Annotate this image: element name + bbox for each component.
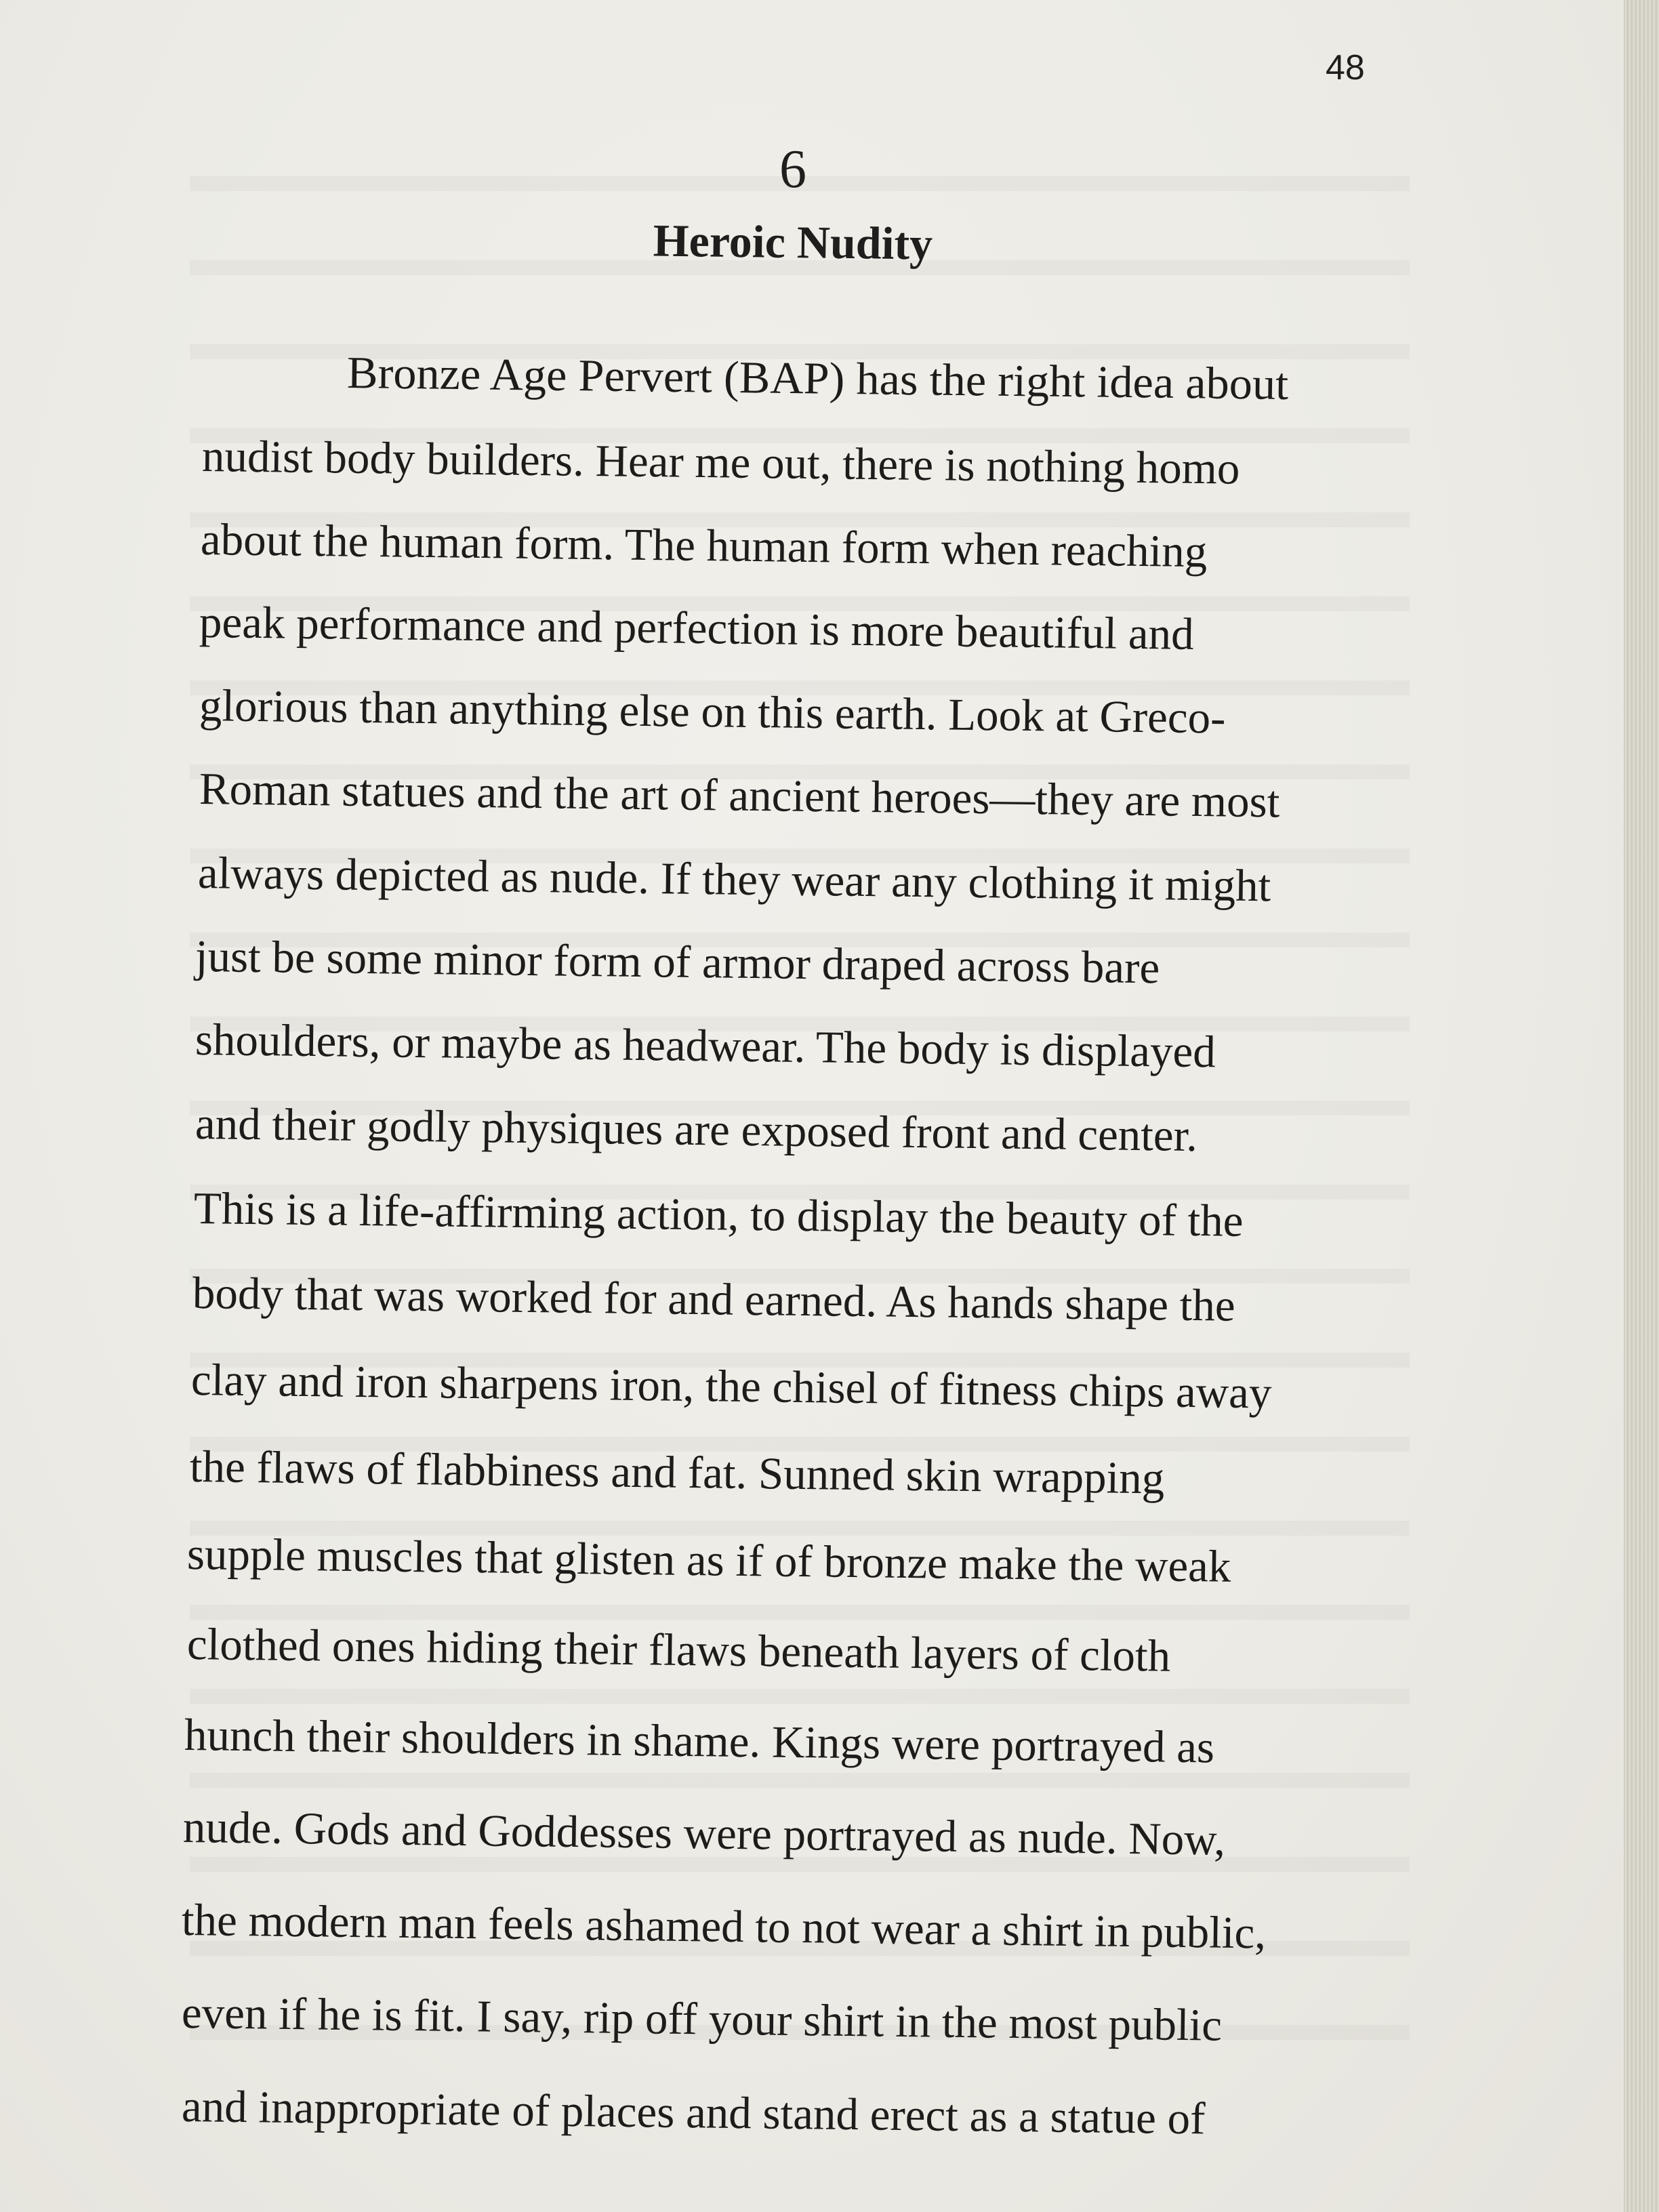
text-line: peak performance and perfection is more beautiful and: [199, 597, 1195, 659]
text-line: supple muscles that glisten as if of bronze make the weak: [186, 1529, 1231, 1592]
text-line: the modern man feels ashamed to not wear a shirt in public,: [181, 1895, 1267, 1959]
text-line: about the human form. The human form when reaching: [200, 514, 1208, 577]
text-line: glorious than anything else on this earth. Look at Greco-: [199, 680, 1226, 743]
text-line: Bronze Age Pervert (BAP) has the right idea about: [346, 348, 1289, 409]
text-line: the flaws of flabbiness and fat. Sunned skin wrapping: [189, 1441, 1165, 1504]
text-line: Roman statues and the art of ancient heroes—they are most: [199, 764, 1280, 827]
chapter-number: 6: [779, 140, 806, 199]
text-line: shoulders, or maybe as headwear. The body is displayed: [194, 1015, 1216, 1078]
text-line: clay and iron sharpens iron, the chisel of fitness chips away: [190, 1355, 1272, 1418]
text-line: body that was worked for and earned. As hands shape the: [192, 1268, 1236, 1331]
text-line: even if he is fit. I say, rip off your shirt in the most public: [181, 1988, 1223, 2051]
page-number: 48: [1326, 48, 1365, 87]
page-stack-edge: [1624, 0, 1659, 2212]
chapter-title: Heroic Nudity: [653, 214, 933, 270]
text-line: and inappropriate of places and stand erect as a statue of: [181, 2081, 1206, 2144]
text-line: nudist body builders. Hear me out, there is nothing homo: [201, 431, 1240, 494]
text-line: clothed ones hiding their flaws beneath layers of cloth: [186, 1619, 1171, 1681]
text-line: hunch their shoulders in shame. Kings were portrayed as: [184, 1710, 1215, 1773]
text-line: nude. Gods and Goddesses were portrayed as nude. Now,: [182, 1802, 1226, 1865]
text-line: just be some minor form of armor draped across bare: [194, 931, 1160, 994]
text-line: always depicted as nude. If they wear any clothing it might: [197, 848, 1271, 912]
text-line: This is a life-affirming action, to display the beauty of the: [193, 1183, 1244, 1246]
text-line: and their godly physiques are exposed front and center.: [194, 1099, 1198, 1162]
